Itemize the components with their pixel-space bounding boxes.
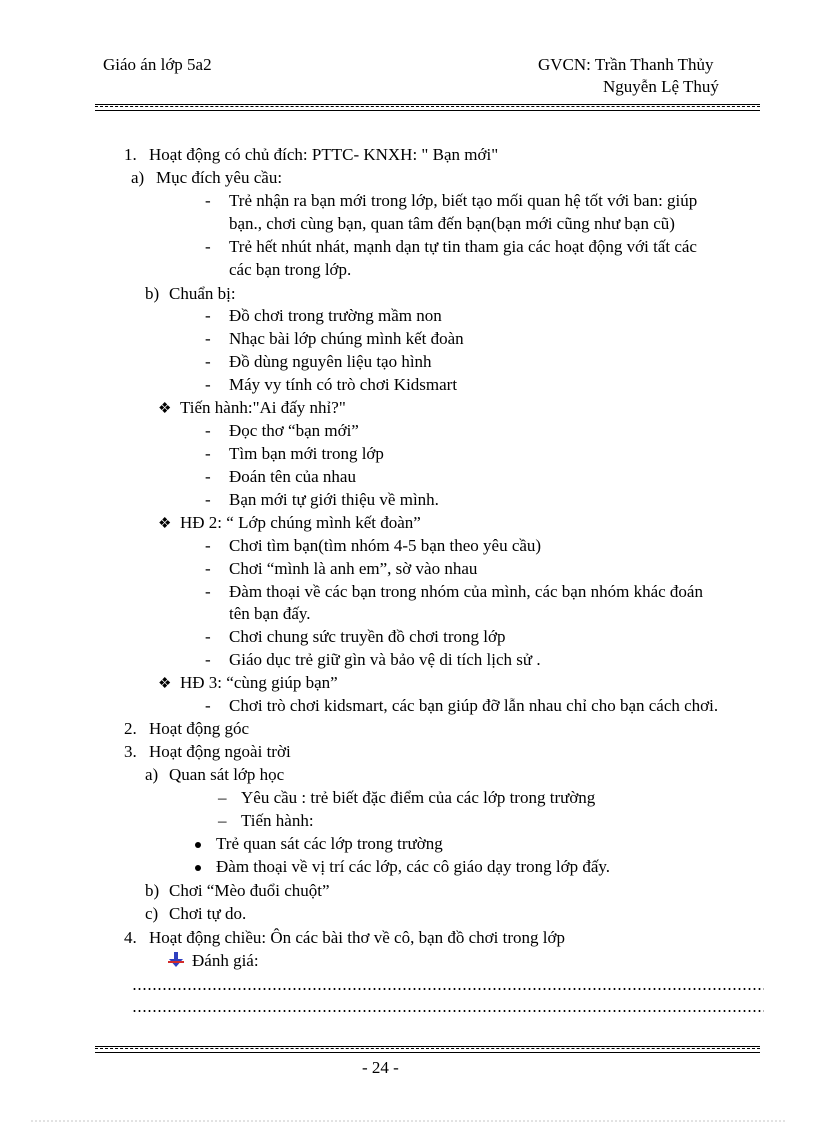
dash-bullet: - (205, 237, 211, 256)
dash-bullet: - (205, 467, 211, 486)
dash-bullet: - (205, 650, 211, 669)
footer-divider (95, 1046, 760, 1053)
section-1b-label: b) (145, 284, 160, 303)
section-2-title: Hoạt động góc (149, 719, 250, 738)
dot-bullet-icon (195, 842, 201, 848)
list-item: Đồ chơi trong trường mầm non (229, 306, 442, 325)
section-4-number: 4. (124, 928, 137, 947)
dash-bullet: - (205, 352, 211, 371)
list-item: Trẻ nhận ra bạn mới trong lớp, biết tạo mối quan hệ tốt với ban: giúp (229, 191, 698, 210)
dash-bullet: - (205, 191, 211, 210)
diamond-bullet-icon: ❖ (158, 516, 172, 532)
dash-bullet: - (205, 627, 211, 646)
header-teacher-1: GVCN: Trần Thanh Thủy (538, 55, 714, 74)
evaluation-blank-line-2 (132, 1010, 764, 1012)
section-3a-title: Quan sát lớp học (169, 765, 285, 784)
dash-bullet: - (205, 696, 211, 715)
dash-bullet: - (205, 329, 211, 348)
list-item-cont: bạn., chơi cùng bạn, quan tâm đến bạn(bạn mới cũng như bạn cũ) (229, 214, 675, 233)
list-item: Đoán tên của nhau (229, 467, 356, 486)
section-3-title: Hoạt động ngoài trời (149, 742, 291, 761)
page-edge-dotted-line (30, 1120, 786, 1122)
list-item-cont: tên bạn đấy. (229, 604, 311, 623)
list-item: Yêu cầu : trẻ biết đặc điểm của các lớp trong trường (241, 788, 596, 807)
activity-2-title: HĐ 2: “ Lớp chúng mình kết đoàn” (180, 513, 421, 532)
section-3b-label: b) (145, 881, 160, 900)
evaluation-label: Đánh giá: (192, 951, 259, 970)
header-teacher-2: Nguyễn Lệ Thuý (603, 77, 719, 96)
section-3-number: 3. (124, 742, 137, 761)
list-item-cont: các bạn trong lớp. (229, 260, 352, 279)
section-1-number: 1. (124, 145, 137, 164)
list-item: Chơi “mình là anh em”, sờ vào nhau (229, 559, 478, 578)
list-item: Chơi trò chơi kidsmart, các bạn giúp đỡ lẫn nhau chỉ cho bạn cách chơi. (229, 696, 719, 715)
list-item: Giáo dục trẻ giữ gìn và bảo vệ di tích lịch sử . (229, 650, 541, 669)
section-3c-title: Chơi tự do. (169, 904, 247, 923)
section-4-title: Hoạt động chiều: Ôn các bài thơ về cô, bạn đồ chơi trong lớp (149, 928, 565, 947)
list-item: Chơi tìm bạn(tìm nhóm 4-5 bạn theo yêu cầu) (229, 536, 542, 555)
list-item: Trẻ quan sát các lớp trong trường (216, 834, 443, 853)
section-1-title: Hoạt động có chủ đích: PTTC- KNXH: " Bạn mới" (149, 145, 499, 164)
page-number: - 24 - (362, 1058, 399, 1077)
section-1a-label: a) (131, 168, 145, 187)
procedure-title: Tiến hành:"Ai đấy nhỉ?" (180, 398, 346, 417)
list-item: Đồ dùng nguyên liệu tạo hình (229, 352, 432, 371)
list-item: Trẻ hết nhút nhát, mạnh dạn tự tin tham gia các hoạt động với tất các (229, 237, 697, 256)
list-item: Đàm thoại về các bạn trong nhóm của mình, các bạn nhóm khác đoán (229, 582, 703, 601)
dash-bullet: - (205, 582, 211, 601)
arrow-bullet-icon (168, 952, 184, 968)
list-item: Đàm thoại về vị trí các lớp, các cô giáo dạy trong lớp đấy. (216, 857, 611, 876)
dash-bullet: - (205, 375, 211, 394)
list-item: Máy vy tính có trò chơi Kidsmart (229, 375, 458, 394)
list-item: Đọc thơ “bạn mới” (229, 421, 359, 440)
section-3b-title: Chơi “Mèo đuổi chuột” (169, 881, 330, 900)
dash-bullet: - (205, 559, 211, 578)
section-3a-label: a) (145, 765, 159, 784)
diamond-bullet-icon: ❖ (158, 676, 172, 692)
dash-bullet: - (205, 536, 211, 555)
dash-bullet: - (205, 306, 211, 325)
header-divider (95, 104, 760, 111)
activity-3-title: HĐ 3: “cùng giúp bạn” (180, 673, 338, 692)
dash-bullet: – (218, 811, 227, 830)
list-item: Nhạc bài lớp chúng mình kết đoàn (229, 329, 464, 348)
list-item: Tiến hành: (241, 811, 314, 830)
dash-bullet: - (205, 421, 211, 440)
section-1a-title: Mục đích yêu cầu: (156, 168, 283, 187)
dot-bullet-icon (195, 865, 201, 871)
diamond-bullet-icon: ❖ (158, 401, 172, 417)
header-left: Giáo án lớp 5a2 (103, 55, 212, 74)
list-item: Chơi chung sức truyền đồ chơi trong lớp (229, 627, 506, 646)
section-1b-title: Chuẩn bị: (169, 284, 236, 303)
dash-bullet: - (205, 490, 211, 509)
section-3c-label: c) (145, 904, 159, 923)
list-item: Tìm bạn mới trong lớp (229, 444, 384, 463)
section-2-number: 2. (124, 719, 137, 738)
dash-bullet: – (218, 788, 227, 807)
dash-bullet: - (205, 444, 211, 463)
evaluation-blank-line-1 (132, 988, 764, 990)
list-item: Bạn mới tự giới thiệu về mình. (229, 490, 439, 509)
